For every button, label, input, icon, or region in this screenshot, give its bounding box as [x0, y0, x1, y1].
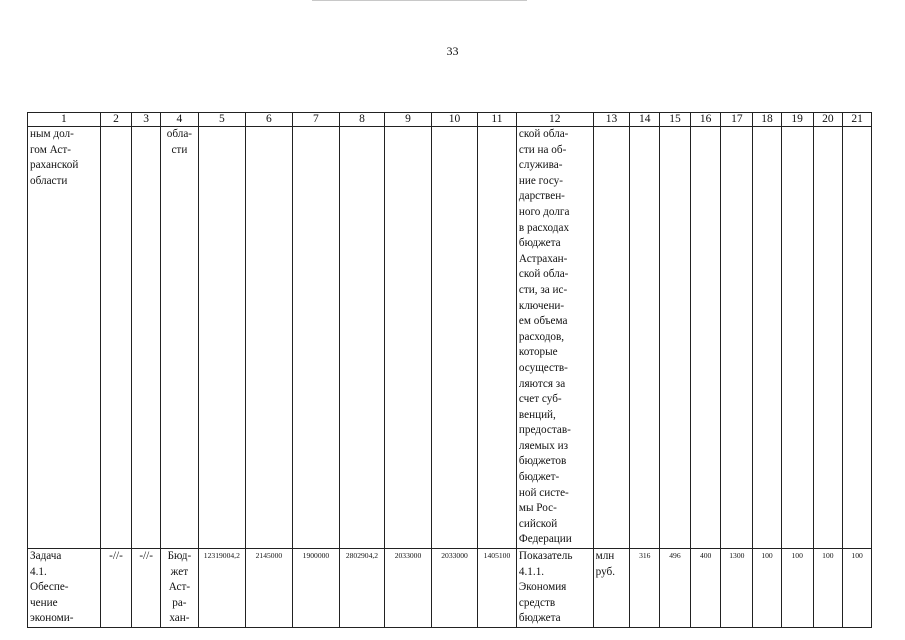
header-cell: 12	[516, 113, 593, 127]
table-cell	[245, 127, 292, 549]
header-cell: 5	[198, 113, 245, 127]
header-cell: 17	[721, 113, 753, 127]
table-cell: 1300	[721, 549, 753, 628]
header-cell: 15	[660, 113, 691, 127]
table-cell: 1405100	[478, 549, 517, 628]
table-cell	[721, 127, 753, 549]
table-cell: 100	[813, 549, 843, 628]
table-cell: 2033000	[432, 549, 478, 628]
table-cell: -//-	[132, 549, 161, 628]
table-cell: -//-	[100, 549, 132, 628]
header-cell: 10	[432, 113, 478, 127]
header-cell: 4	[160, 113, 198, 127]
table-cell: 496	[660, 549, 691, 628]
table-cell	[198, 127, 245, 549]
table-cell	[593, 549, 630, 628]
table-cell	[813, 127, 843, 549]
table-cell	[292, 127, 339, 549]
table-cell	[516, 549, 593, 628]
table-cell	[478, 127, 517, 549]
table-cell	[28, 549, 101, 628]
header-cell: 6	[245, 113, 292, 127]
table-cell	[160, 127, 198, 549]
header-cell: 19	[781, 113, 813, 127]
cell-text: обла- сти	[166, 128, 193, 156]
header-cell: 9	[384, 113, 431, 127]
table-cell: 400	[690, 549, 721, 628]
header-cell: 18	[753, 113, 782, 127]
table-cell	[690, 127, 721, 549]
page-number: 33	[446, 44, 459, 58]
table-cell: 100	[753, 549, 782, 628]
table-cell: 2033000	[384, 549, 431, 628]
table-cell	[753, 127, 782, 549]
table-cell	[660, 127, 691, 549]
header-cell: 16	[690, 113, 721, 127]
table-cell	[132, 127, 161, 549]
table-cell: 12319004,2	[198, 549, 245, 628]
header-cell: 1	[28, 113, 101, 127]
cell-text: Бюд- жет Аст- ра- хан-	[167, 550, 192, 625]
table-cell	[593, 127, 630, 549]
table-cell	[160, 549, 198, 628]
table-row	[28, 127, 872, 549]
scan-top-edge-line	[312, 0, 527, 3]
table-cell	[100, 127, 132, 549]
header-cell: 8	[339, 113, 384, 127]
table-cell: 1900000	[292, 549, 339, 628]
table-cell: 100	[843, 549, 872, 628]
cell-text: млн руб.	[595, 550, 616, 578]
header-cell: 20	[813, 113, 843, 127]
table-header-row	[28, 113, 872, 127]
table-cell	[384, 127, 431, 549]
header-cell: 11	[478, 113, 517, 127]
table-cell: 2802904,2	[339, 549, 384, 628]
header-cell: 13	[593, 113, 630, 127]
cell-text: ным дол- гом Аст- раханской области	[30, 128, 79, 187]
table-cell: 316	[630, 549, 660, 628]
cell-text: Показатель 4.1.1. Экономия средств бюджета	[518, 550, 573, 625]
table-cell	[781, 127, 813, 549]
cell-text: ской обла- сти на об- служива- ние госу- дарствен- ного долга в расходах бюджета Астрахан- ской обла- сти, за ис- ключени- ем объема расходов, которые осуществ- ляются за счет суб- венций, предостав- ляемых из бюджетов бюджет- ной систе- мы Рос- сийской Федерации	[518, 128, 572, 546]
header-cell: 14	[630, 113, 660, 127]
cell-text: Задача 4.1. Обеспе- чение экономи-	[30, 550, 74, 625]
table-cell	[843, 127, 872, 549]
header-cell: 3	[132, 113, 161, 127]
table-cell	[516, 127, 593, 549]
table-cell: 2145000	[245, 549, 292, 628]
header-cell: 21	[843, 113, 872, 127]
table-cell: 100	[781, 549, 813, 628]
table-cell	[28, 127, 101, 549]
budget-table	[27, 112, 872, 628]
header-cell: 2	[100, 113, 132, 127]
table-cell	[432, 127, 478, 549]
header-cell: 7	[292, 113, 339, 127]
table-cell	[630, 127, 660, 549]
table-cell	[339, 127, 384, 549]
table-row	[28, 549, 872, 628]
